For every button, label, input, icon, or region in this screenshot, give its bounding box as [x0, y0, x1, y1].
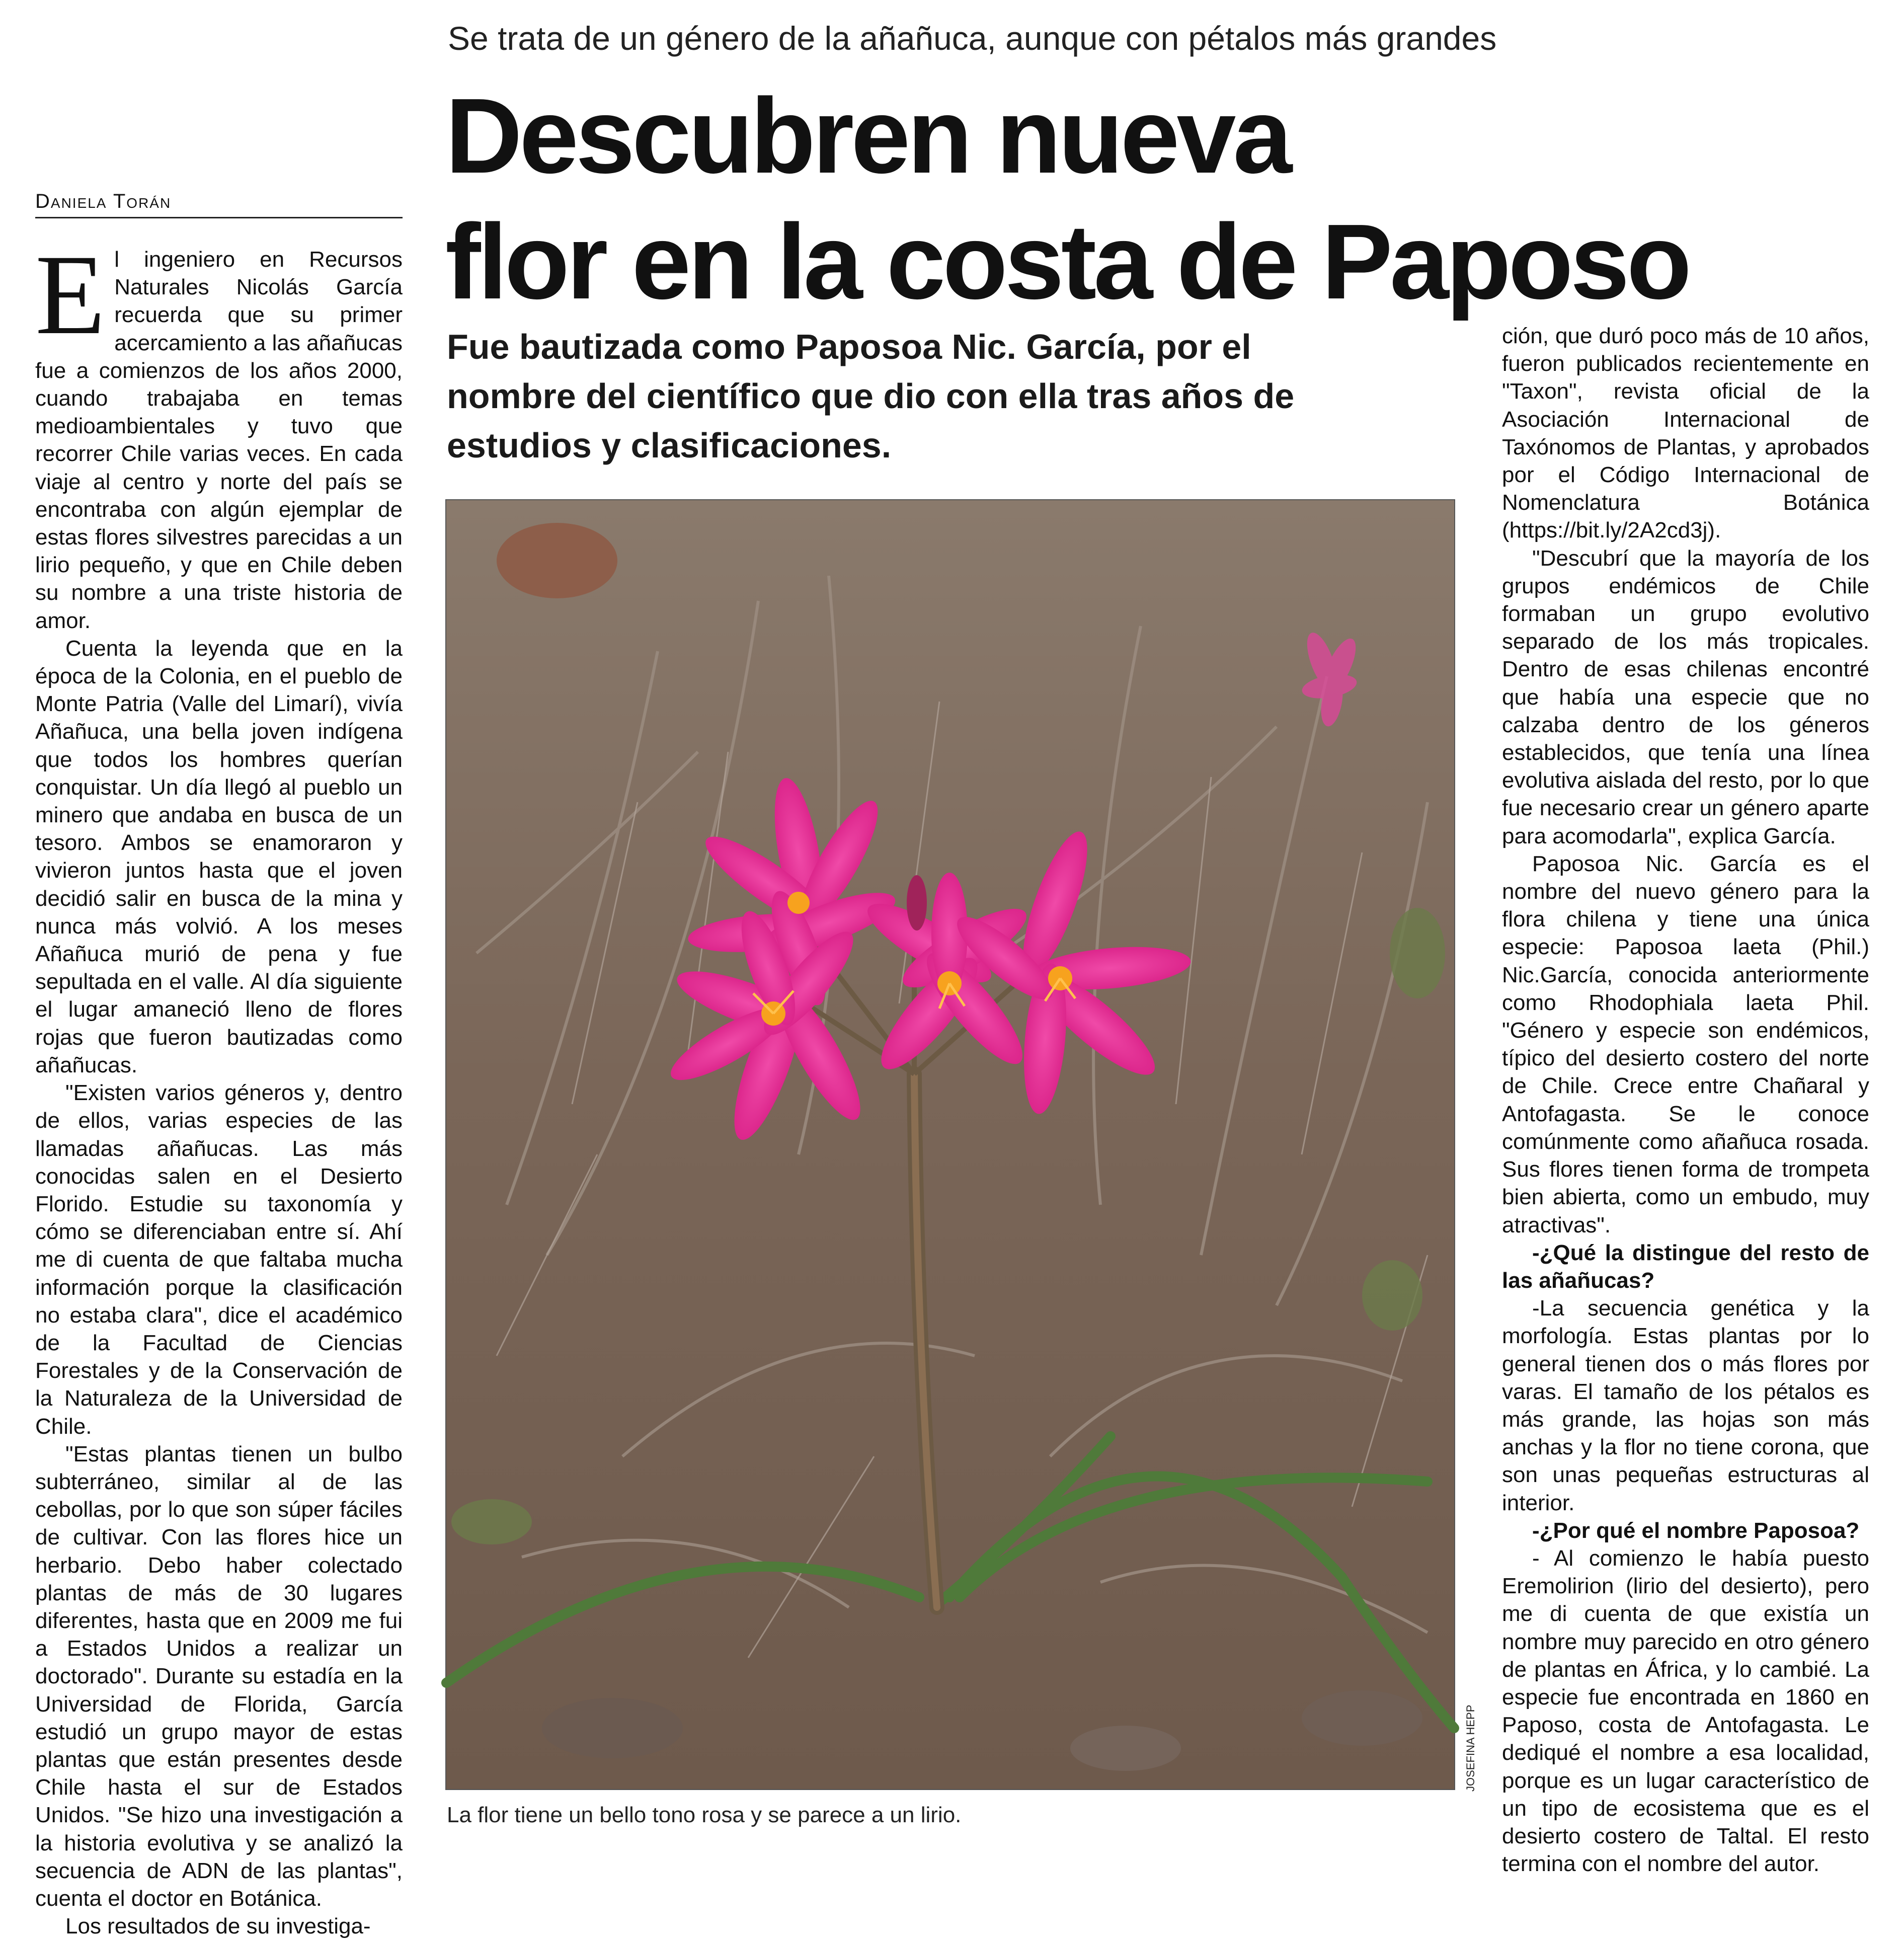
byline: Daniela Torán [35, 190, 403, 218]
interview-answer-1: -La secuencia genética y la morfología. Estas plantas por lo general tienen dos o más flores por varas. El tamaño de los pétalos es más grande, las hojas son más anchas y la flor no tiene corona, que son unas pequeñas estructuras al interior. [1502, 1296, 1869, 1515]
photo-credit: JOSEFINA HEPP [1464, 1704, 1477, 1792]
interview-question-1: -¿Qué la distingue del resto de las añañucas? [1502, 1240, 1869, 1293]
interview-answer-2: - Al comienzo le había puesto Eremolirion (lirio del desierto), pero me di cuenta de que existía un nombre muy parecido en otro género de plantas en África, y lo cambié. La especie fue encontrada en 1860 en Paposo, costa de Antofagasta. Le dediqué el nombre a esa localidad, porque es un lugar característico de un tipo de ecosistema que es el desierto costero de Taltal. El resto termina con el nombre del autor. [1502, 1545, 1869, 1877]
article-column-right [1502, 322, 1869, 1877]
headline [445, 73, 1689, 325]
paragraph-quote-1: "Descubrí que la mayoría de los grupos endémicos de Chile formaban un grupo evolutivo separado de los más tropicales. Dentro de esas chilenas encontré que había una especie que no calzaba dentro de los géneros establecidos, que tenía una línea evolutiva aislada del resto, por lo que fue necesario crear un género aparte para acomodarla", explica García. [1502, 546, 1869, 848]
deck: Fue bautizada como Paposoa Nic. García, por el nombre del científico que dio con ella tras años de estudios y clasificaciones. [447, 327, 1295, 465]
interview-question-2: -¿Por qué el nombre Paposoa? [1532, 1518, 1860, 1543]
paragraph-1 [35, 231, 403, 635]
paragraph-3: "Existen varios géneros y, dentro de ellos, varias especies de las llamadas añañucas. Las más conocidas salen en el Desierto Florido. Estudie su taxonomía y cómo se diferenciaban entre sí. Ahí me di cuenta de que faltaba mucha información porque la clasificación no estaba clara", dice el académico de la Facultad de Ciencias Forestales y de la Conservación de la Naturaleza de la Universidad de Chile. [35, 1080, 403, 1439]
paragraph-5: Los resultados de su investiga- [65, 1914, 371, 1939]
flower-illustration [446, 500, 1454, 1789]
drop-cap: E [35, 231, 106, 358]
flower-photo [445, 499, 1455, 1790]
paragraph-4: "Estas plantas tienen un bulbo subterráneo, similar al de las cebollas, por lo que son súper fáciles de cultivar. Con las flores hice un herbario. Debo haber colectado plantas de más de 30 lugares diferentes, hasta que en 2009 me fui a Estados Unidos a realizar un doctorado". Durante su estadía en la Universidad de Florida, García estudió un grupo mayor de estas plantas que están presentes desde Chile hasta el sur de Estados Unidos. "Se hizo una investigación a la historia evolutiva y se analizó la secuencia de ADN de las plantas", cuenta el doctor en Botánica. [35, 1441, 403, 1911]
paragraph-1-text: l ingeniero en Recursos Naturales Nicolás García recuerda que su primer acercamiento a las añañucas fue a comienzos de los años 2000, cuando trabajaba en temas medioambientales y tuvo que recorrer Chile varias veces. En cada viaje al centro y norte del país se encontraba con algún ejemplar de estas flores silvestres parecidas a un lirio pequeño, y que en Chile deben su nombre a una triste historia de amor. [35, 247, 403, 633]
paragraph-2: Cuenta la leyenda que en la época de la Colonia, en el pueblo de Monte Patria (Valle del Limarí), vivía Añañuca, una bella joven indígena que todos los hombres querían conquistar. Un día llegó al pueblo un minero que andaba en busca de un tesoro. Ambos se enamoraron y vivieron juntos hasta que el joven decidió salir en busca de la mina y nunca más volvió. A los meses Añañuca murió de pena y fue sepultada en el valle. Al día siguiente el lugar amaneció lleno de flores rojas que fueron bautizadas como añañucas. [35, 636, 403, 1077]
headline-line-2: flor en la costa de Paposo [445, 202, 1689, 321]
paragraph-paposoa: Paposoa Nic. García es el nombre del nuevo género para la flora chilena y tiene una única especie: Paposoa laeta (Phil.) Nic.García, conocida anteriormente como Rhodophiala laeta Phil. "Género y especie son endémicos, típico del desierto costero del norte de Chile. Crece entre Chañaral y Antofagasta. Se le conoce comúnmente como añañuca rosada. Sus flores tienen forma de trompeta bien abierta, como un embudo, muy atractivas". [1502, 851, 1869, 1237]
kicker: Se trata de un género de la añañuca, aunque con pétalos más grandes [448, 20, 1497, 57]
article-column-left [35, 231, 403, 1939]
paragraph-continued: ción, que duró poco más de 10 años, fueron publicados recientemente en "Taxon", revista oficial de la Asociación Internacional de Taxónomos de Plantas, y aprobados por el Código Internacional de Nomenclatura Botánica (https://bit.ly/2A2cd3j). [1502, 324, 1869, 543]
headline-line-1: Descubren nueva [445, 76, 1290, 195]
photo-caption: La flor tiene un bello tono rosa y se parece a un lirio. [447, 1803, 962, 1827]
